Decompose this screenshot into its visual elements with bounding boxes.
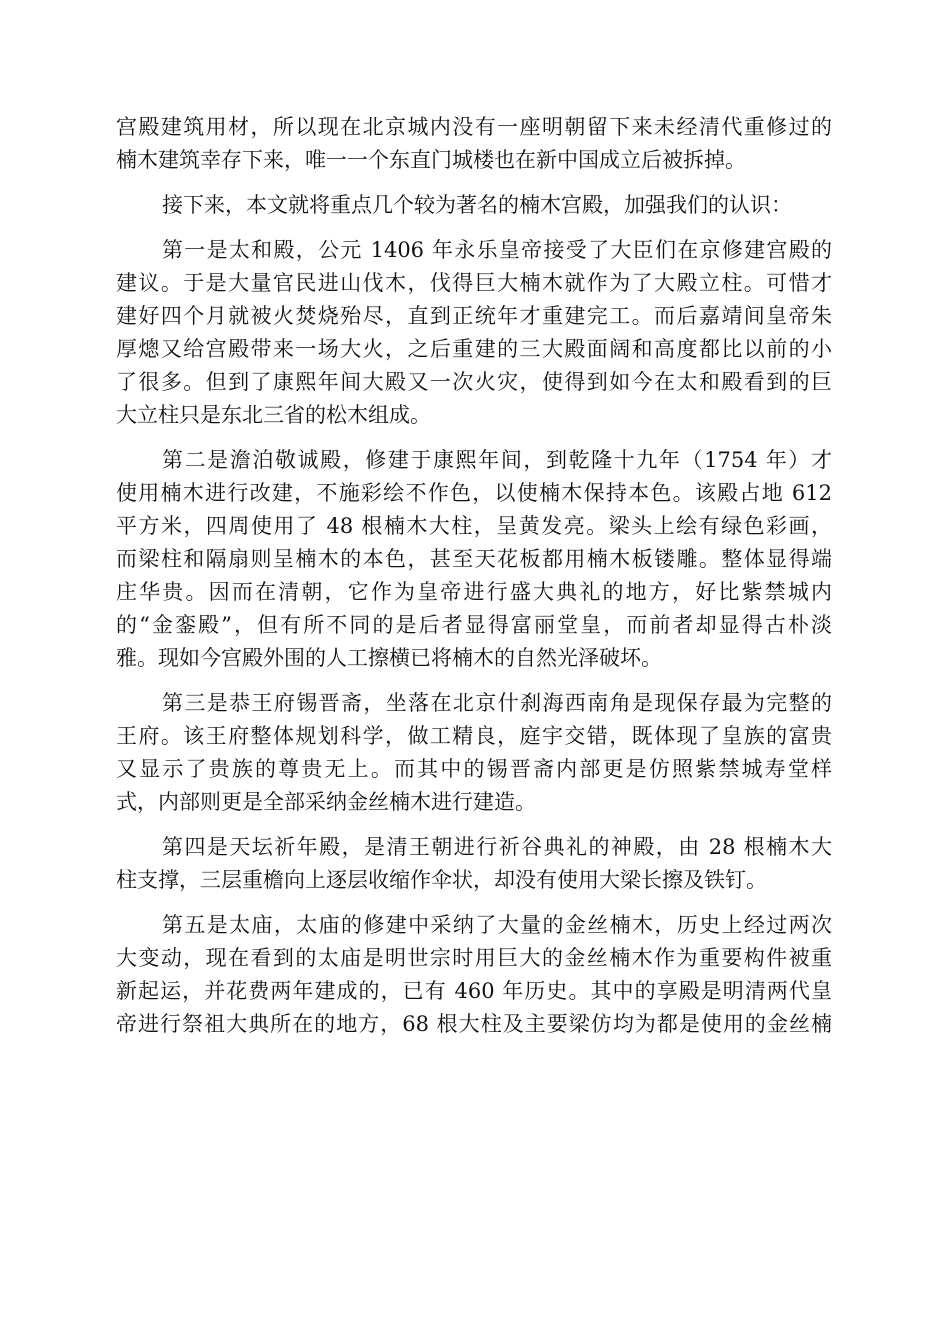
text-line: 第一是太和殿，公元 1406 年永乐皇帝接受了大臣们在京修建宫殿的 — [162, 238, 832, 262]
text-line: 第二是澹泊敬诚殿，修建于康熙年间，到乾隆十九年（1754 年）才 — [162, 448, 832, 472]
text-line: 楠木建筑幸存下来，唯一一个东直门城楼也在新中国成立后被拆掉。 — [116, 148, 746, 172]
text-line: 宫殿建筑用材，所以现在北京城内没有一座明朝留下来未经清代重修过的 — [116, 115, 832, 139]
text-line: 建好四个月就被火焚烧殆尽，直到正统年才重建完工。而后嘉靖间皇帝朱 — [116, 304, 832, 328]
paragraph — [116, 111, 832, 177]
text-line: 帝进行祭祖大典所在的地方，68 根大柱及主要梁仿均为都是使用的金丝楠 — [116, 1012, 832, 1036]
text-line: 新起运，并花费两年建成的，已有 460 年历史。其中的享殿是明清两代皇 — [116, 979, 832, 1003]
paragraph — [116, 831, 832, 897]
text-line: 而梁柱和隔扇则呈楠木的本色，甚至天花板都用楠木板镂雕。整体显得端 — [116, 547, 832, 571]
text-line: 第三是恭王府锡晋斋，坐落在北京什刹海西南角是现保存最为完整的 — [162, 691, 832, 715]
text-line: 雅。现如今宫殿外围的人工擦横已将楠木的自然光泽破坏。 — [116, 646, 662, 670]
text-line: 了很多。但到了康熙年间大殿又一次火灾，使得到如今在太和殿看到的巨 — [116, 370, 832, 394]
text-line: 使用楠木进行改建，不施彩绘不作色，以使楠木保持本色。该殿占地 612 — [116, 481, 832, 505]
text-line: 厚熜又给宫殿带来一场大火，之后重建的三大殿面阔和高度都比以前的小 — [116, 337, 832, 361]
text-line: 又显示了贵族的尊贵无上。而其中的锡晋斋内部更是仿照紫禁城寿堂样 — [116, 757, 832, 781]
text-line: 大立柱只是东北三省的松木组成。 — [116, 403, 431, 427]
text-line: 式，内部则更是全部采纳金丝楠木进行建造。 — [116, 790, 536, 814]
text-line: 第四是天坛祈年殿，是清王朝进行祈谷典礼的神殿，由 28 根楠木大 — [162, 835, 832, 859]
text-line: 柱支撑，三层重檐向上逐层收缩作伞状，却没有使用大梁长擦及铁钉。 — [116, 868, 767, 892]
text-line: 庄华贵。因而在清朝，它作为皇帝进行盛大典礼的地方，好比紫禁城内 — [116, 580, 832, 604]
text-line: 平方米，四周使用了 48 根楠木大柱，呈黄发亮。梁头上绘有绿色彩画， — [116, 514, 832, 538]
text-line: 的“金銮殿”，但有所不同的是后者显得富丽堂皇，而前者却显得古朴淡 — [116, 613, 832, 637]
text-line: 接下来，本文就将重点几个较为著名的楠木宫殿，加强我们的认识： — [162, 193, 792, 217]
text-line: 王府。该王府整体规划科学，做工精良，庭宇交错，既体现了皇族的富贵 — [116, 724, 832, 748]
text-line: 第五是太庙，太庙的修建中采纳了大量的金丝楠木，历史上经过两次 — [162, 913, 832, 937]
paragraph — [116, 444, 832, 675]
paragraph — [116, 687, 832, 819]
paragraph — [116, 189, 832, 222]
text-line: 大变动，现在看到的太庙是明世宗时用巨大的金丝楠木作为重要构件被重 — [116, 946, 832, 970]
text-line: 建议。于是大量官民进山伐木，伐得巨大楠木就作为了大殿立柱。可惜才 — [116, 271, 832, 295]
paragraph — [116, 234, 832, 432]
paragraph — [116, 909, 832, 1041]
document-body — [116, 111, 832, 1041]
